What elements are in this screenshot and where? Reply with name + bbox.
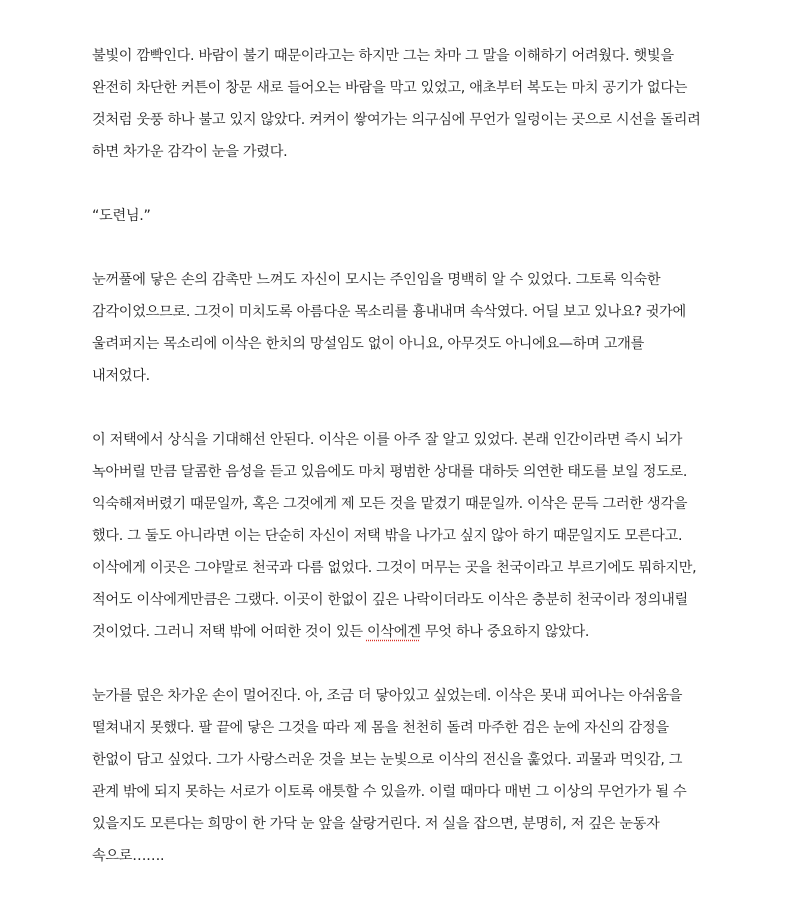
text-line: 했다. 그 둘도 아니라면 이는 단순히 자신이 저택 밖을 나가고 싶지 않아 하기 때문일지도 모른다고. — [92, 528, 683, 544]
text-line: 완전히 차단한 커튼이 창문 새로 들어오는 바람을 막고 있었고, 애초부터 복도는 마치 공기가 없다는 — [92, 80, 688, 96]
paragraph — [92, 40, 722, 168]
dialogue-paragraph — [92, 200, 722, 232]
paragraph — [92, 264, 722, 392]
text-line — [92, 616, 722, 648]
paragraph — [92, 680, 722, 872]
paragraph-gap — [92, 648, 722, 680]
text-run: 무엇 하나 중요하지 않았다. — [420, 624, 590, 640]
text-line: 눈꺼풀에 닿은 손의 감촉만 느껴도 자신이 모시는 주인임을 명백히 알 수 있었다. 그토록 익숙한 — [92, 272, 661, 288]
document-body — [92, 40, 722, 872]
text-line: 눈가를 덮은 차가운 손이 멀어진다. 아, 조금 더 닿아있고 싶었는데. 이삭은 못내 피어나는 아쉬움을 — [92, 688, 683, 704]
text-line: “도련님.” — [92, 208, 151, 224]
text-line: 익숙해져버렸기 때문일까, 혹은 그것에게 제 모든 것을 맡겼기 때문일까. 이삭은 문득 그러한 생각을 — [92, 496, 688, 512]
text-line: 관계 밖에 되지 못하는 서로가 이토록 애틋할 수 있을까. 이럴 때마다 매번 그 이상의 무언가가 될 수 — [92, 784, 687, 800]
text-line: 내저었다. — [92, 368, 150, 384]
text-line: 감각이었으므로. 그것이 미치도록 아름다운 목소리를 흉내내며 속삭였다. 어딜 보고 있나요? 귓가에 — [92, 304, 686, 320]
paragraph-gap — [92, 392, 722, 424]
text-line: 것처럼 웃풍 하나 불고 있지 않았다. 켜켜이 쌓여가는 의구심에 무언가 일렁이는 곳으로 시선을 돌리려 — [92, 112, 701, 128]
text-line: 한없이 담고 싶었다. 그가 사랑스러운 것을 보는 눈빛으로 이삭의 전신을 훑었다. 괴물과 먹잇감, 그 — [92, 752, 683, 768]
text-line: 울려퍼지는 목소리에 이삭은 한치의 망설임도 없이 아니요, 아무것도 아니에요—하며 고개를 — [92, 336, 644, 352]
text-line: 이 저택에서 상식을 기대해선 안된다. 이삭은 이를 아주 잘 알고 있었다. 본래 인간이라면 즉시 뇌가 — [92, 432, 683, 448]
text-run: 것이었다. 그러니 저택 밖에 어떠한 것이 있든 — [92, 624, 367, 640]
paragraph — [92, 424, 722, 648]
paragraph-gap — [92, 232, 722, 264]
text-line: 적어도 이삭에게만큼은 그랬다. 이곳이 한없이 깊은 나락이더라도 이삭은 충분히 천국이라 정의내릴 — [92, 592, 688, 608]
text-line: 불빛이 깜빡인다. 바람이 불기 때문이라고는 하지만 그는 차마 그 말을 이해하기 어려웠다. 햇빛을 — [92, 48, 674, 64]
text-line: 있을지도 모른다는 희망이 한 가닥 눈 앞을 살랑거린다. 저 실을 잡으면, 분명히, 저 깊은 눈동자 — [92, 816, 660, 832]
spellcheck-underlined-word[interactable]: 이삭에겐 — [366, 624, 421, 640]
text-line: 떨쳐내지 못했다. 팔 끝에 닿은 그것을 따라 제 몸을 천천히 돌려 마주한 검은 눈에 자신의 감정을 — [92, 720, 669, 736]
text-line: 녹아버릴 만큼 달콤한 음성을 듣고 있음에도 마치 평범한 상대를 대하듯 의연한 태도를 보일 정도로. — [92, 464, 688, 480]
paragraph-gap — [92, 168, 722, 200]
text-line: 하면 차가운 감각이 눈을 가렸다. — [92, 144, 288, 160]
text-line: 이삭에게 이곳은 그야말로 천국과 다름 없었다. 그것이 머무는 곳을 천국이라고 부르기에도 뭐하지만, — [92, 560, 697, 576]
text-line: 속으로……. — [92, 848, 165, 864]
